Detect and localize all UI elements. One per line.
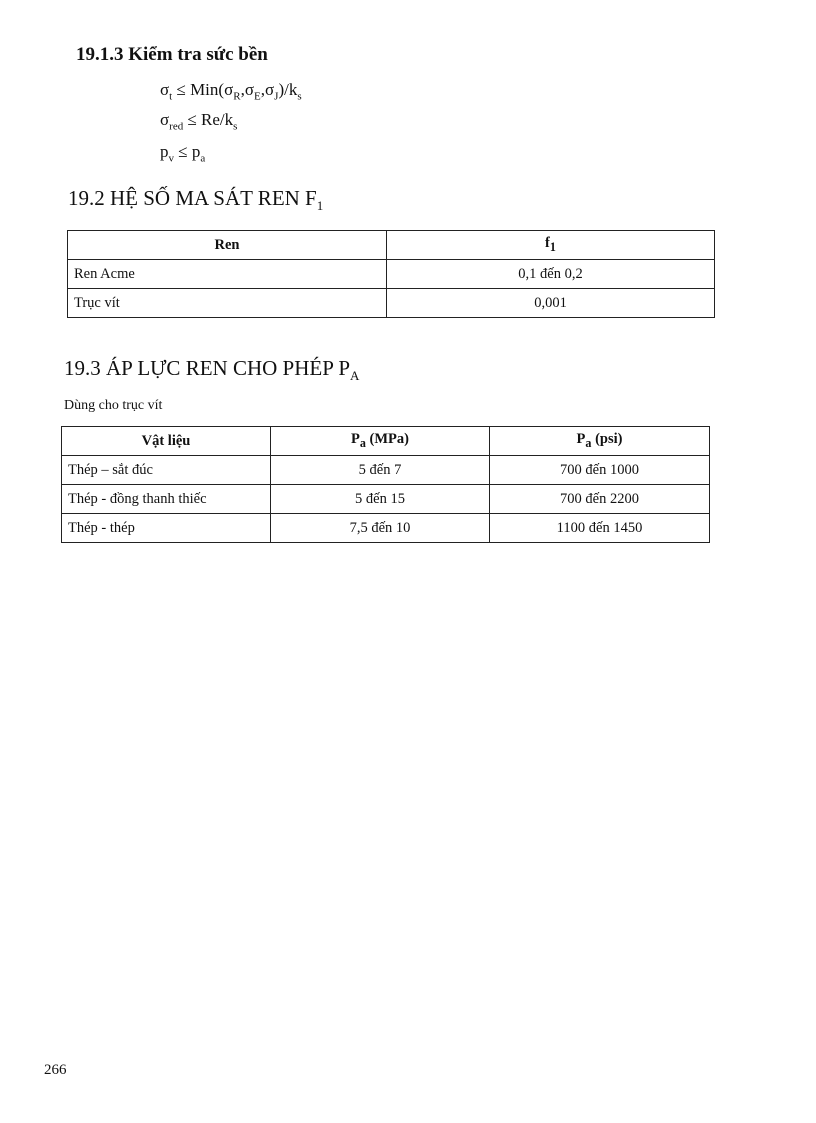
usage-note: Dùng cho trục vít — [64, 398, 163, 413]
header-material: Vật liệu — [62, 427, 271, 456]
section-heading-pressure: 19.3 ÁP LỰC REN CHO PHÉP $P_A$ — [64, 356, 360, 384]
section-heading-friction: 19.2 HỆ SỐ MA SÁT REN $F_1$ — [68, 186, 324, 214]
cell-f: 0,1 đến 0,2 — [387, 260, 715, 289]
formula-reduced-stress: $\sigma_{red} \le Re/k_s$ — [160, 110, 238, 133]
header-pa-psi: $P_a$ (psi) — [490, 427, 710, 456]
cell-ren: Ren Acme — [68, 260, 387, 289]
cell-mpa: 5 đến 15 — [271, 485, 490, 514]
cell-psi: 700 đến 2200 — [490, 485, 710, 514]
cell-material: Thép – sắt đúc — [62, 456, 271, 485]
pressure-table — [61, 426, 710, 543]
table-row — [68, 260, 715, 289]
table-header-row — [68, 231, 715, 260]
cell-psi: 700 đến 1000 — [490, 456, 710, 485]
subsection-heading: 19.1.3 Kiểm tra sức bền — [76, 44, 268, 65]
header-pa-mpa: $P_a$ (MPa) — [271, 427, 490, 456]
table-row — [68, 289, 715, 318]
page-number: 266 — [44, 1062, 67, 1078]
cell-mpa: 7,5 đến 10 — [271, 514, 490, 543]
cell-psi: 1100 đến 1450 — [490, 514, 710, 543]
cell-ren: Trục vít — [68, 289, 387, 318]
cell-material: Thép - thép — [62, 514, 271, 543]
table-header-row — [62, 427, 710, 456]
formula-pressure: $p_v \le p_a$ — [160, 142, 206, 165]
formula-stress: $\sigma_t \le Min(\sigma_R,\sigma_E,\sigma_J)/k_s$ — [160, 80, 302, 103]
header-f: $f_1$ — [387, 231, 715, 260]
header-ren: Ren — [68, 231, 387, 260]
cell-material: Thép - đồng thanh thiếc — [62, 485, 271, 514]
table-row — [62, 485, 710, 514]
friction-table — [67, 230, 715, 318]
cell-mpa: 5 đến 7 — [271, 456, 490, 485]
table-row — [62, 456, 710, 485]
table-row — [62, 514, 710, 543]
cell-f: 0,001 — [387, 289, 715, 318]
